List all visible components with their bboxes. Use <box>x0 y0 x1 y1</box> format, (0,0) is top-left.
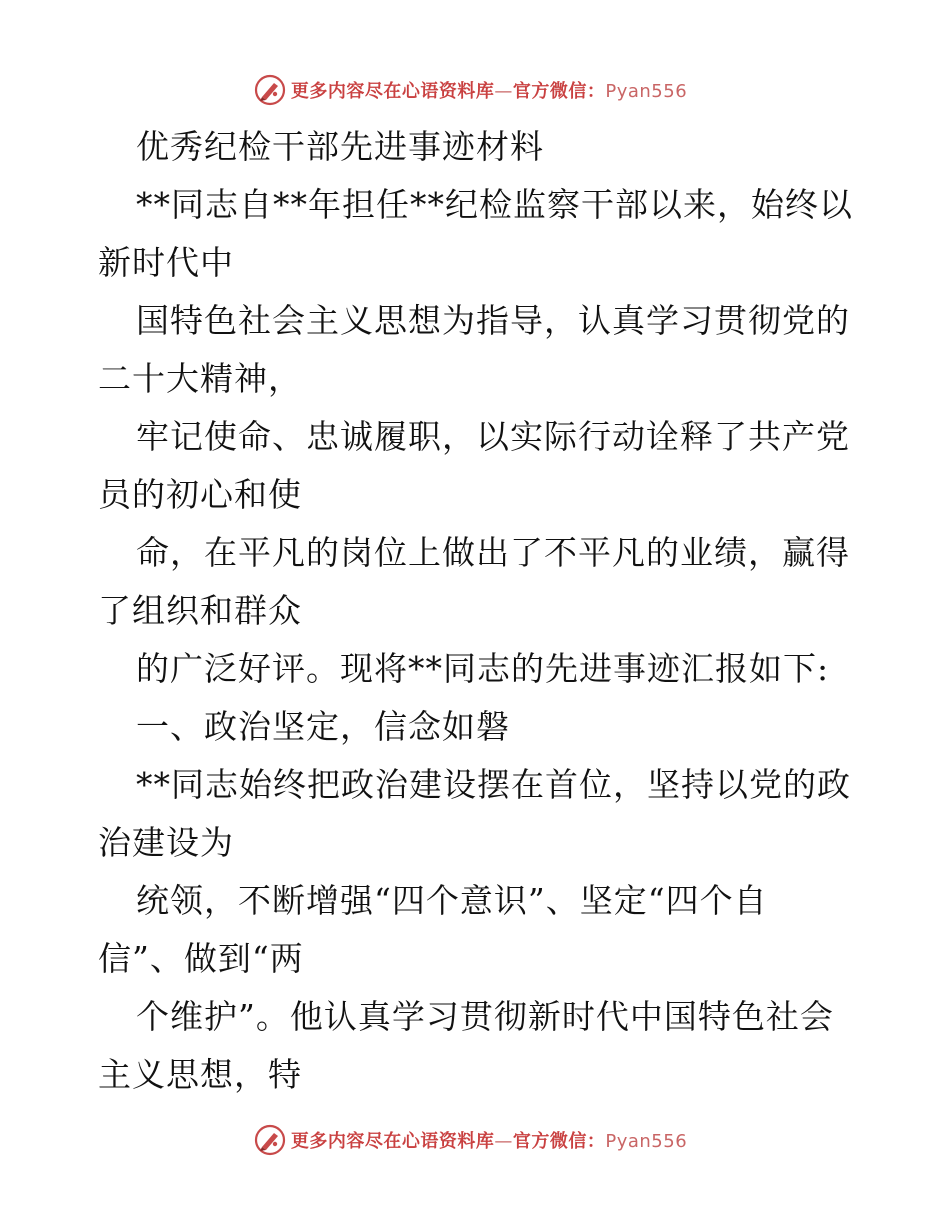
pen-logo-icon <box>253 1123 287 1157</box>
footer-watermark-separator: — <box>494 1131 513 1152</box>
footer-watermark-wechat-id: Pyan556 <box>605 1131 688 1152</box>
footer-watermark <box>0 1120 950 1160</box>
section-heading: 一、政治坚定，信念如磐 <box>136 707 510 746</box>
pen-logo-icon <box>253 73 287 107</box>
footer-watermark-main: 更多内容尽在心语资料库 <box>290 1131 495 1152</box>
paragraph-line: 治建设为 <box>98 823 234 862</box>
paragraph-line: 牢记使命、忠诚履职，以实际行动诠释了共产党 <box>136 417 850 456</box>
paragraph-line: **同志始终把政治建设摆在首位，坚持以党的政 <box>136 765 851 804</box>
header-watermark-main: 更多内容尽在心语资料库 <box>290 81 495 102</box>
paragraph-line: 二十大精神， <box>98 359 302 398</box>
header-watermark-inner <box>253 73 687 107</box>
paragraph-line: 的广泛好评。现将**同志的先进事迹汇报如下: <box>136 649 830 688</box>
paragraph-line: 主义思想，特 <box>98 1055 302 1094</box>
paragraph-line: 统领，不断增强“四个意识”、坚定“四个自 <box>136 881 768 920</box>
document-title: 优秀纪检干部先进事迹材料 <box>136 127 544 166</box>
header-watermark <box>0 70 950 110</box>
paragraph-line: 新时代中 <box>98 243 234 282</box>
header-watermark-wechat-id: Pyan556 <box>605 81 688 102</box>
header-watermark-text <box>291 77 687 103</box>
paragraph-line: 员的初心和使 <box>98 475 302 514</box>
paragraph-line: 了组织和群众 <box>98 591 302 630</box>
paragraph-line: 个维护”。他认真学习贯彻新时代中国特色社会 <box>136 997 834 1036</box>
footer-watermark-wechat-label: 官方微信： <box>512 1131 606 1152</box>
paragraph-line: 命，在平凡的岗位上做出了不平凡的业绩，赢得 <box>136 533 850 572</box>
paragraph-line: 国特色社会主义思想为指导，认真学习贯彻党的 <box>136 301 850 340</box>
paragraph-line: 信”、做到“两 <box>98 939 304 978</box>
document-body <box>98 118 858 1104</box>
footer-watermark-text <box>291 1127 687 1153</box>
footer-watermark-inner <box>253 1123 687 1157</box>
header-watermark-wechat-label: 官方微信： <box>512 81 606 102</box>
header-watermark-separator: — <box>494 81 513 102</box>
paragraph-line: **同志自**年担任**纪检监察干部以来，始终以 <box>136 185 853 224</box>
